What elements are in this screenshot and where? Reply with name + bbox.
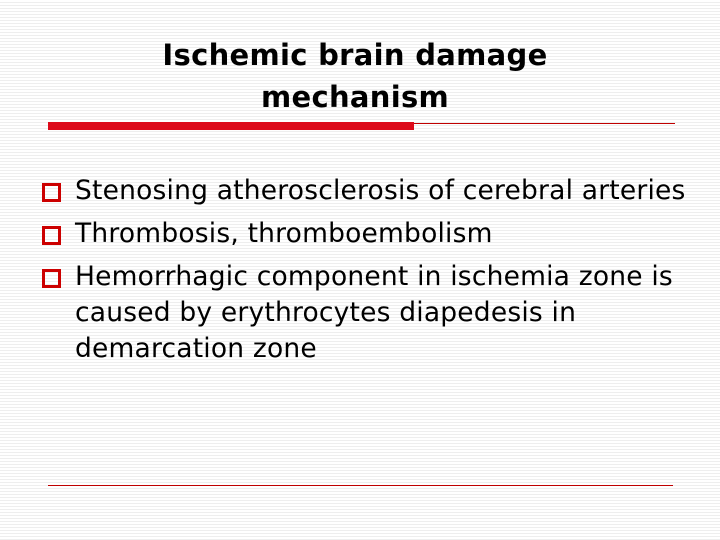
footer-divider [48, 485, 673, 486]
hollow-square-bullet-icon [42, 269, 61, 288]
bullet-item [40, 216, 690, 252]
hollow-square-bullet-icon [42, 183, 61, 202]
bullet-text: Thrombosis, thromboembolism [75, 218, 493, 249]
slide-title-line-2: mechanism [260, 80, 450, 114]
bullet-text: Hemorrhagic component in ischemia zone is caused by erythrocytes diapedesis in demarcation zone [75, 261, 673, 364]
title-divider-accent [48, 122, 414, 130]
bullet-item [40, 173, 690, 209]
hollow-square-bullet-icon [42, 226, 61, 245]
bullet-text: Stenosing atherosclerosis of cerebral arteries [75, 175, 686, 206]
bullet-item [40, 259, 690, 367]
slide-title-line-1: Ischemic brain damage [162, 38, 548, 72]
slide-title [60, 34, 650, 118]
bullet-list [40, 173, 690, 367]
